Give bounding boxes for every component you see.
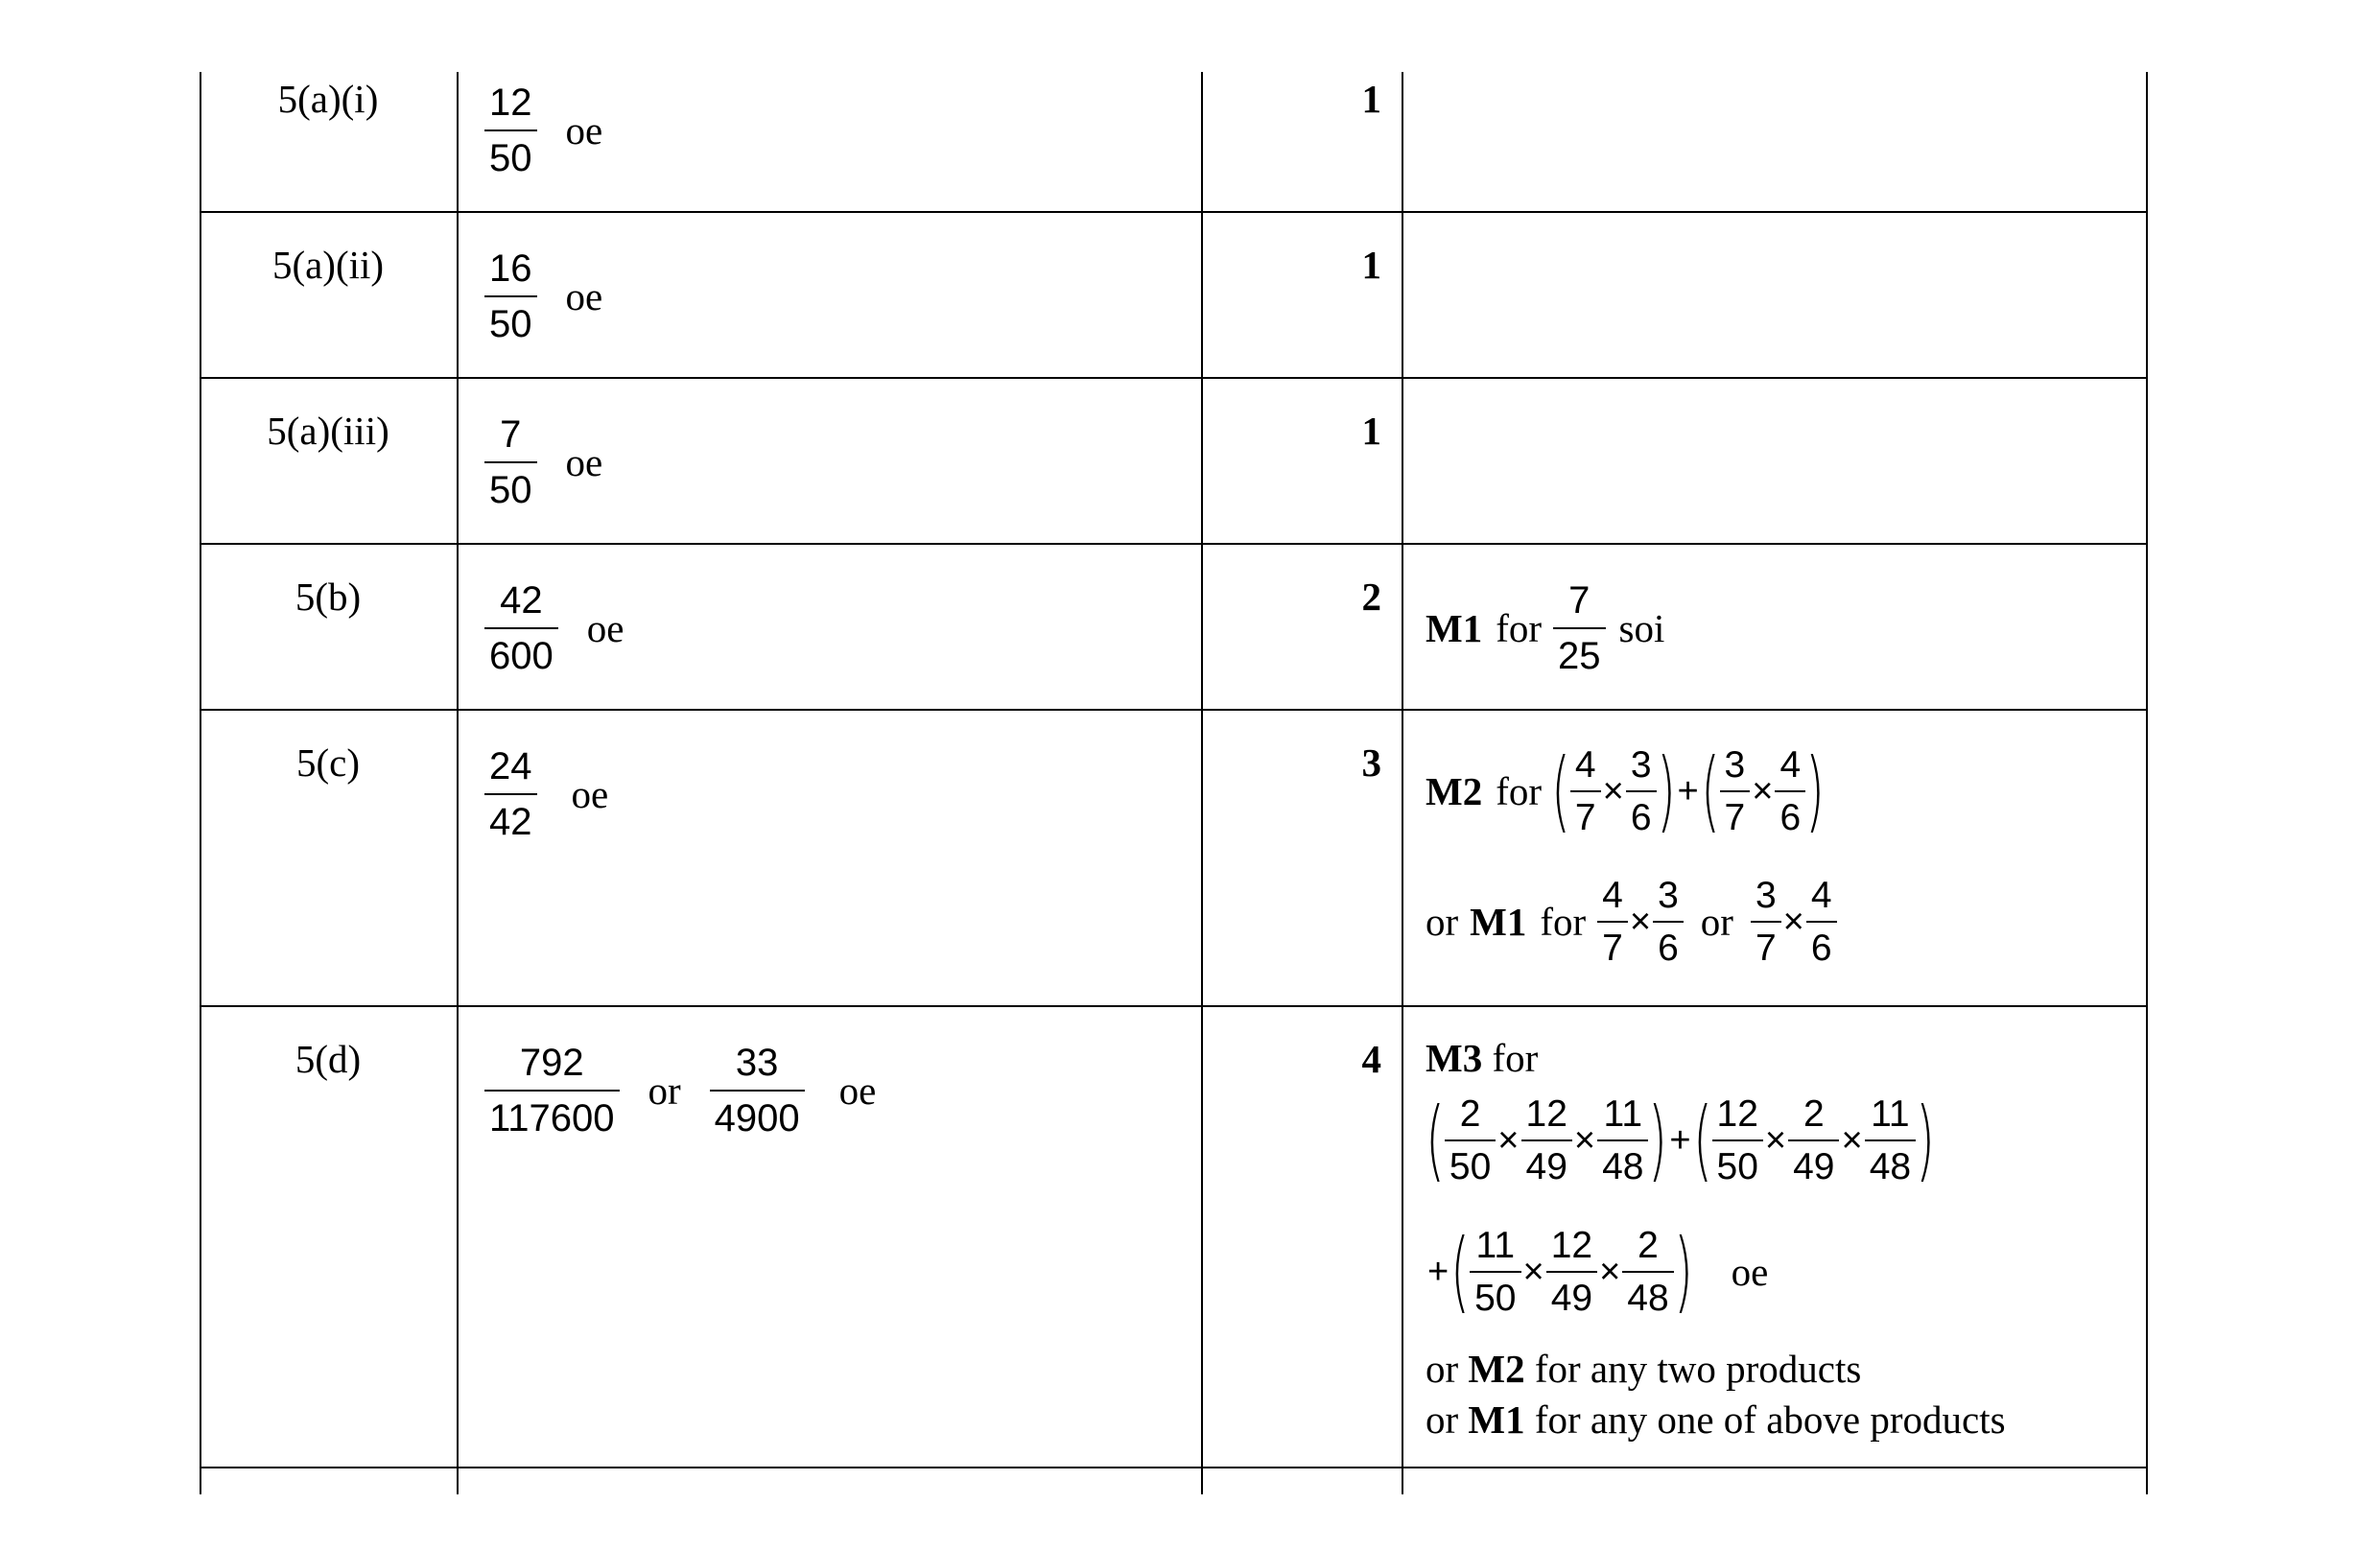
or-label: or [1426,1347,1459,1391]
denominator: 4900 [710,1090,805,1142]
question-number: 5(a)(ii) [271,243,385,287]
marks-value: 1 [1361,77,1381,121]
numerator: 7 [1568,579,1591,622]
answer-cell [484,245,602,348]
fraction: $\frac{3}{6}$ [1653,873,1684,971]
fraction: $\frac{2}{49}$ [1788,1092,1839,1189]
numerator: 24 [489,745,532,787]
fraction: $\frac{12}{50}$ [1712,1092,1763,1189]
answer-cell [484,79,602,182]
marks-value: 3 [1361,740,1381,785]
bracket-group: ( $\frac{2}{50}$ × $\frac{12}{49}$ × $\frac{11}{48}$ ) [1426,1089,1668,1191]
mark-code: M2 [1468,1347,1525,1391]
guidance-fraction [1553,576,1606,680]
or-label: or [648,1069,681,1113]
bracket-group: ( $\frac{4}{7}$ × $\frac{3}{6}$ ) [1551,740,1676,842]
or-label: or [1700,900,1733,944]
answer-cell [484,1039,876,1142]
marks-value: 4 [1361,1037,1381,1081]
fraction: $\frac{3}{7}$ [1720,742,1751,840]
oe-label: oe [565,440,603,484]
oe-label: oe [565,108,603,153]
numerator: 33 [735,1042,779,1084]
answer-cell [484,576,624,680]
column-border-answer [1201,72,1203,1494]
mark-code: M1 [1470,900,1527,944]
denominator: 50 [484,461,537,514]
soi-label: soi [1618,606,1665,650]
question-number: 5(a)(iii) [267,409,389,453]
row-border [200,543,2148,545]
row-border [200,1467,2148,1468]
numerator: 12 [489,82,532,124]
row-border [200,377,2148,379]
guidance-text: for any two products [1534,1347,1862,1391]
denominator: 25 [1553,627,1606,680]
column-border-right [2146,72,2148,1494]
oe-label: oe [838,1069,877,1113]
answer-cell [484,411,602,514]
fraction: $\frac{2}{48}$ [1622,1223,1673,1321]
oe-label: oe [586,606,624,650]
fraction: $\frac{12}{49}$ [1521,1092,1572,1189]
row-border [200,1005,2148,1007]
denominator: 50 [484,129,537,182]
fraction: $\frac{11}{50}$ [1470,1223,1520,1321]
guidance-products-line: ( $\frac{2}{50}$ × $\frac{12}{49}$ × $\frac{11}{48}$ ) + ( $\frac{12}{50}$ × $\frac{2}{49}$ × $\frac{11}{48}$ ) [1426,1089,1935,1191]
answer-fraction [484,245,537,348]
question-number: 5(a)(i) [277,77,379,121]
guidance-line-m1: or M1 for $\frac{4}{7}$ × $\frac{3}{6}$ or $\frac{3}{7}$ × $\frac{4}{6}$ [1426,873,1837,971]
numerator: 16 [489,247,532,290]
oe-label: oe [571,772,609,816]
or-label: or [1426,900,1459,944]
answer-fraction [484,1039,620,1142]
guidance-line-m2 [1426,1345,1861,1393]
mark-code: M1 [1468,1397,1525,1442]
answer-fraction [710,1039,805,1142]
question-number: 5(b) [295,575,362,619]
fraction: $\frac{4}{7}$ [1570,742,1601,840]
guidance-line-m3 [1426,1034,1538,1082]
bracket-group: ( $\frac{12}{50}$ × $\frac{2}{49}$ × $\frac{11}{48}$ ) [1692,1089,1935,1191]
denominator: 117600 [484,1090,620,1142]
answer-cell [484,742,608,846]
numerator: 7 [500,413,522,456]
guidance-products-line: + ( $\frac{11}{50}$ × $\frac{12}{49}$ × $\frac{2}{48}$ ) oe [1427,1220,1769,1323]
oe-label: oe [1731,1250,1769,1294]
mark-code: M3 [1426,1036,1483,1080]
fraction: $\frac{3}{7}$ [1751,873,1781,971]
denominator: 42 [484,793,537,846]
for-label: for [1492,1036,1539,1080]
numerator: 792 [519,1042,584,1084]
guidance-line-m1 [1426,1396,2006,1444]
for-label: for [1540,900,1587,944]
fraction: $\frac{4}{6}$ [1775,742,1805,840]
answer-fraction [484,79,537,182]
fraction: $\frac{11}{48}$ [1865,1092,1916,1189]
mark-code: M1 [1426,606,1483,650]
marks-value: 1 [1361,243,1381,287]
row-border [200,709,2148,711]
for-label: for [1496,769,1543,813]
or-label: or [1426,1397,1459,1442]
fraction: $\frac{11}{48}$ [1597,1092,1648,1189]
column-border-marks [1402,72,1403,1494]
fraction: $\frac{4}{7}$ [1597,873,1628,971]
bracket-group: ( $\frac{11}{50}$ × $\frac{12}{49}$ × $\frac{2}{48}$ ) [1450,1220,1693,1323]
answer-fraction [484,576,558,680]
fraction: $\frac{12}{49}$ [1546,1223,1597,1321]
mark-code: M2 [1426,769,1483,813]
fraction: $\frac{4}{6}$ [1806,873,1837,971]
fraction: $\frac{2}{50}$ [1445,1092,1496,1189]
numerator: 42 [500,579,543,622]
guidance-text: for any one of above products [1534,1397,2006,1442]
answer-fraction [484,742,537,846]
bracket-group: ( $\frac{3}{7}$ × $\frac{4}{6}$ ) [1700,740,1825,842]
fraction: $\frac{3}{6}$ [1626,742,1657,840]
guidance-line-m2: M2 for ( $\frac{4}{7}$ × $\frac{3}{6}$ ) + ( $\frac{3}{7}$ × $\frac{4}{6}$ ) [1426,740,1825,842]
marks-value: 1 [1361,409,1381,453]
denominator: 50 [484,295,537,348]
question-number: 5(d) [295,1037,362,1081]
guidance-cell [1426,576,1664,680]
question-number: 5(c) [295,740,360,785]
for-label: for [1496,606,1543,650]
oe-label: oe [565,274,603,318]
answer-fraction [484,411,537,514]
row-border [200,211,2148,213]
denominator: 600 [484,627,558,680]
marks-value: 2 [1361,575,1381,619]
